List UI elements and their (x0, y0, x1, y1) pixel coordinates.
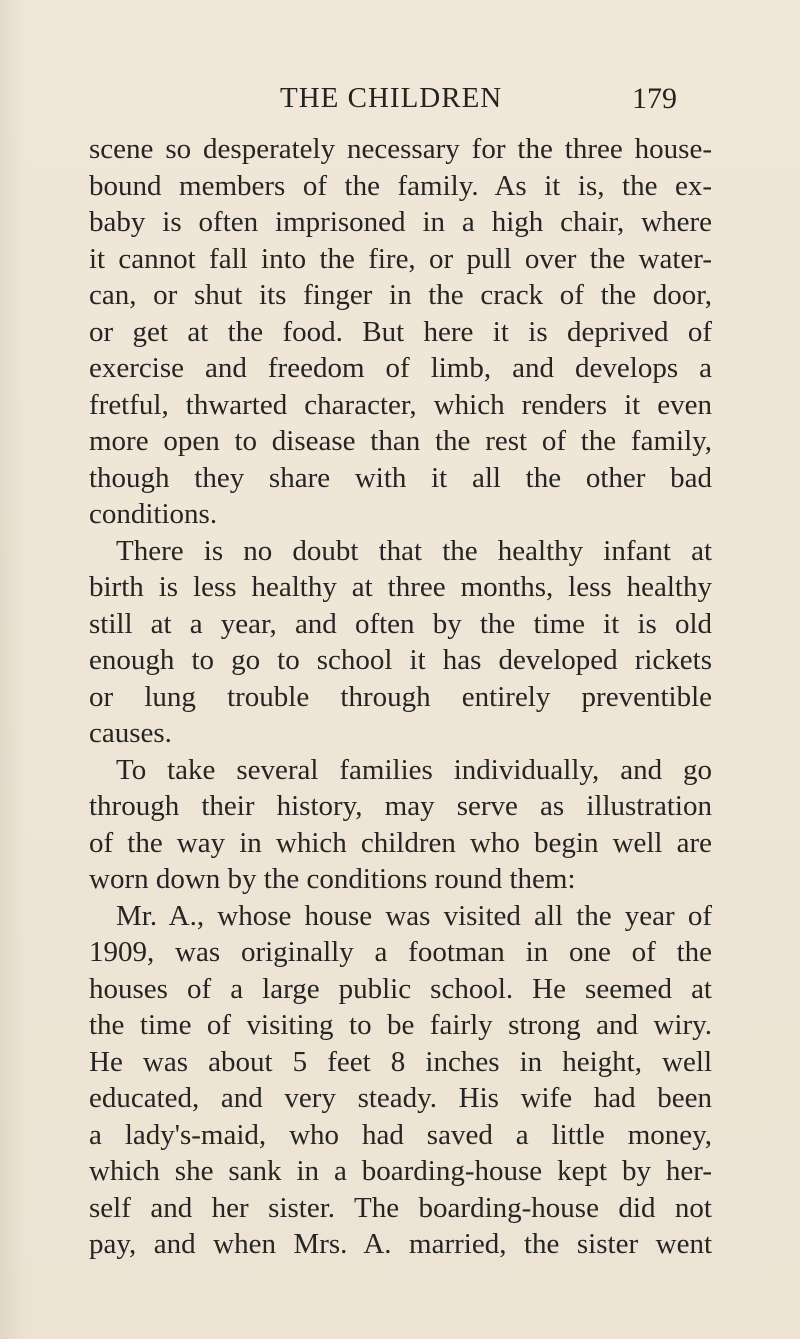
text-line: fretful, thwarted character, which renders it even (89, 388, 712, 421)
text-line: educated, and very steady. His wife had been (89, 1082, 712, 1114)
text-line: though they share with it all the other bad (89, 461, 712, 494)
text-line: exercise and freedom of limb, and develops a (89, 352, 712, 384)
paragraph-first-line: To take several families individually, and go (116, 753, 712, 786)
text-line: can, or shut its finger in the crack of the door, (89, 279, 712, 311)
text-line: still at a year, and often by the time it is old (89, 607, 712, 640)
text-line: 1909, was originally a footman in one of the (89, 936, 712, 968)
paragraph-first-line: There is no doubt that the healthy infant at (116, 534, 712, 567)
text-line: self and her sister. The boarding-house did not (89, 1191, 712, 1224)
gutter-shadow (0, 0, 26, 1339)
text-line: scene so desperately necessary for the three house- (89, 133, 712, 165)
text-line: conditions. (89, 498, 218, 530)
text-line: birth is less healthy at three months, less healthy (89, 571, 712, 603)
text-line: which she sank in a boarding-house kept by her- (89, 1155, 712, 1187)
text-line: a lady's-maid, who had saved a little money, (89, 1118, 712, 1151)
text-line: or get at the food. But here it is deprived of (89, 315, 712, 348)
text-line: the time of visiting to be fairly strong and wiry. (89, 1009, 712, 1041)
text-line: of the way in which children who begin well are (89, 826, 712, 859)
page-number: 179 (632, 82, 677, 115)
text-line: or lung trouble through entirely preventible (89, 680, 712, 713)
page-header (0, 82, 800, 122)
text-line: more open to disease than the rest of the family, (89, 425, 712, 457)
text-line: causes. (89, 717, 172, 749)
text-line: bound members of the family. As it is, the ex- (89, 169, 712, 202)
text-line: through their history, may serve as illustration (89, 790, 712, 822)
text-line: houses of a large public school. He seemed at (89, 972, 712, 1005)
text-line: enough to go to school it has developed rickets (89, 644, 712, 676)
text-line: worn down by the conditions round them: (89, 863, 576, 895)
paragraph-first-line: Mr. A., whose house was visited all the year of (116, 899, 712, 932)
text-line: baby is often imprisoned in a high chair, where (89, 206, 712, 238)
running-head: THE CHILDREN (280, 82, 503, 114)
text-line: it cannot fall into the fire, or pull over the water- (89, 242, 712, 275)
body-text (89, 131, 712, 1263)
text-line: He was about 5 feet 8 inches in height, well (89, 1045, 712, 1078)
text-line: pay, and when Mrs. A. married, the sister went (89, 1228, 712, 1260)
